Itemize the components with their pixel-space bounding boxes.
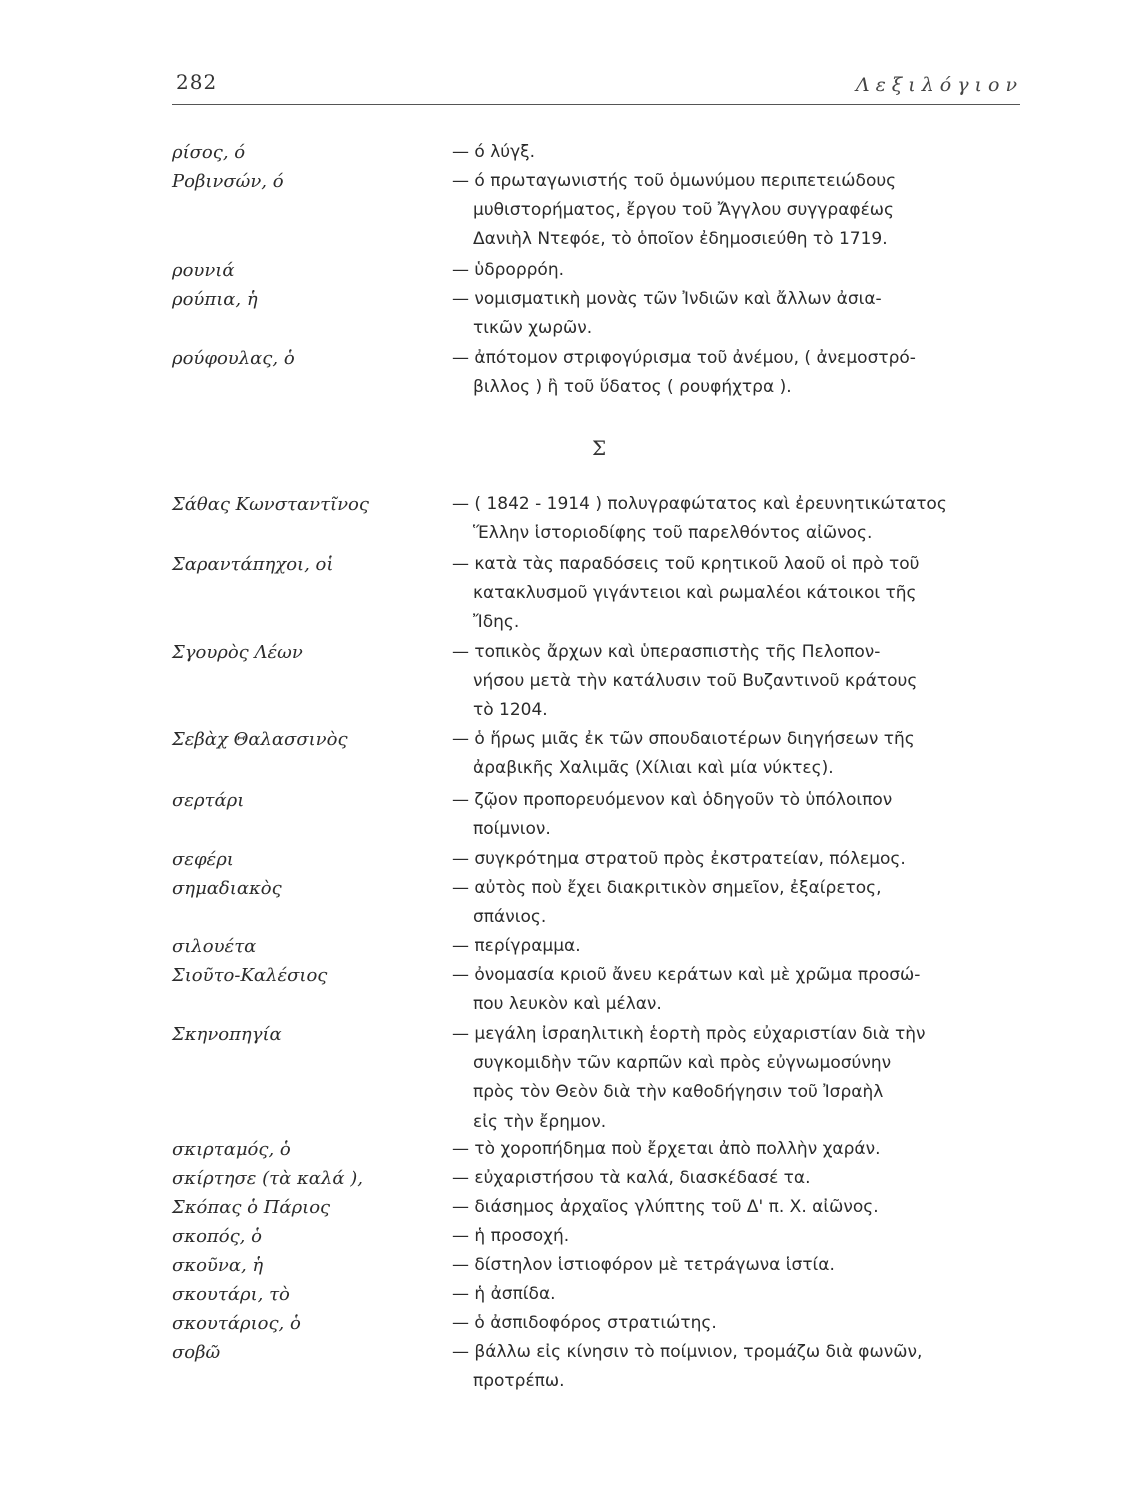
entry-term: σκιρταμός, ὁ (172, 1139, 291, 1160)
definition-line: — κατὰ τὰς παραδόσεις τοῦ κρητικοῦ λαοῦ οἱ πρὸ τοῦ (452, 554, 920, 574)
entry-definition (452, 932, 1022, 961)
entry-term: ρούφουλας, ὁ (172, 348, 295, 369)
entry-definition (452, 138, 1022, 167)
definition-line: — ἡ προσοχή. (452, 1226, 570, 1246)
entry-term: Σγουρὸς Λέων (172, 642, 303, 663)
entry-term: Σκόπας ὁ Πάριος (172, 1197, 331, 1218)
definition-line: — ὑδρορρόη. (452, 260, 564, 280)
entry-definition (452, 1020, 1022, 1137)
definition-line: συγκομιδὴν τῶν καρπῶν καὶ πρὸς εὐγνωμοσύνην (473, 1053, 892, 1074)
entry-term: σοβῶ (172, 1342, 221, 1363)
entry-definition (452, 874, 1022, 932)
entry-definition (452, 490, 1022, 548)
entry-definition (452, 1280, 1022, 1309)
entry-definition (452, 1164, 1022, 1193)
definition-line: πρὸς τὸν Θεὸν διὰ τὴν καθοδήγησιν τοῦ Ἰσραὴλ (473, 1082, 884, 1103)
definition-line: — ὁ ἥρως μιᾶς ἐκ τῶν σπουδαιοτέρων διηγήσεων τῆς (452, 729, 915, 749)
entry-definition (452, 1338, 1022, 1396)
definition-line: σπάνιος. (473, 907, 547, 928)
entry-definition (452, 256, 1022, 285)
definition-line: — ἡ ἀσπίδα. (452, 1284, 556, 1304)
entry-term: Σιοῦτο-Καλέσιος (172, 965, 328, 986)
entry-term: σκουτάρι, τὸ (172, 1284, 290, 1305)
definition-line: μυθιστορήματος, ἔργου τοῦ Ἄγγλου συγγραφέως (473, 200, 895, 221)
entry-term: ρουνιά (172, 260, 235, 281)
entry-term: σκοπός, ὁ (172, 1226, 262, 1247)
entry-term: ρίσος, ό (172, 142, 246, 163)
entry-term: σκοῦνα, ἡ (172, 1255, 264, 1276)
definition-line: κατακλυσμοῦ γιγάντειοι καὶ ρωμαλέοι κάτοικοι τῆς (473, 583, 917, 604)
entry-term: ρούπια, ἡ (172, 289, 258, 310)
entry-definition (452, 1193, 1022, 1222)
entry-term: Σάθας Κωνσταντῖνος (172, 494, 369, 515)
definition-line: που λευκὸν καὶ μέλαν. (473, 994, 662, 1015)
entry-definition (452, 725, 1022, 783)
entry-definition (452, 1222, 1022, 1251)
entry-definition (452, 961, 1022, 1019)
entry-term: Ροβινσών, ό (172, 171, 284, 192)
entry-definition (452, 1135, 1022, 1164)
definition-line: — τὸ χοροπήδημα ποὺ ἔρχεται ἀπὸ πολλὴν χαράν. (452, 1139, 881, 1159)
definition-line: ἀραβικῆς Χαλιμᾶς (Χίλιαι καὶ μία νύκτες). (473, 758, 834, 779)
definition-line: — βάλλω εἰς κίνησιν τὸ ποίμνιον, τρομάζω διὰ φωνῶν, (452, 1342, 923, 1362)
entry-term: Σκηνοπηγία (172, 1024, 282, 1045)
entry-definition (452, 638, 1022, 726)
entry-term: σεφέρι (172, 849, 234, 870)
definition-line: — τοπικὸς ἄρχων καὶ ὑπερασπιστὴς τῆς Πελοπον- (452, 642, 881, 662)
entry-term: Σαραντάπηχοι, οἱ (172, 554, 334, 575)
definition-line: — ό πρωταγωνιστής τοῦ ὁμωνύμου περιπετειώδους (452, 171, 897, 191)
definition-line: — νομισματικὴ μονὰς τῶν Ἰνδιῶν καὶ ἄλλων ἀσια- (452, 289, 882, 309)
definition-line: — μεγάλη ἰσραηλιτικὴ ἑορτὴ πρὸς εὐχαριστίαν διὰ τὴν (452, 1024, 926, 1044)
entry-definition (452, 285, 1022, 343)
definition-line: — εὐχαριστήσου τὰ καλά, διασκέδασέ τα. (452, 1168, 811, 1188)
definition-line: — ὀνομασία κριοῦ ἄνευ κεράτων καὶ μὲ χρῶμα προσώ- (452, 965, 921, 985)
definition-line: — ζῷον προπορευόμενον καὶ ὁδηγοῦν τὸ ὑπόλοιπον (452, 790, 893, 810)
entry-definition (452, 845, 1022, 874)
running-head: Λεξιλόγιον (855, 74, 1023, 96)
entry-term: σκουτάριος, ὁ (172, 1313, 301, 1334)
definition-line: ποίμνιον. (473, 819, 551, 840)
section-letter: Σ (592, 436, 607, 460)
entry-definition (452, 786, 1022, 844)
definition-line: — περίγραμμα. (452, 936, 581, 956)
definition-line: τὸ 1204. (473, 700, 548, 721)
entry-term: Σεβὰχ Θαλασσινὸς (172, 729, 348, 750)
definition-line: — ἀπότομον στριφογύρισμα τοῦ ἀνέμου, ( ἀνεμοστρό- (452, 348, 916, 368)
definition-line: Ἕλλην ἱστοριοδίφης τοῦ παρελθόντος αἰῶνος. (473, 523, 873, 544)
entry-term: σημαδιακὸς (172, 878, 282, 899)
definition-line: νήσου μετὰ τὴν κατάλυσιν τοῦ Βυζαντινοῦ κράτους (473, 671, 918, 692)
entry-definition (452, 344, 1022, 402)
page-number: 282 (176, 70, 218, 94)
definition-line: τικῶν χωρῶν. (473, 318, 593, 339)
definition-line: — ὁ ἀσπιδοφόρος στρατιώτης. (452, 1313, 717, 1333)
definition-line: — ( 1842 - 1914 ) πολυγραφώτατος καὶ ἐρευνητικώτατος (452, 494, 947, 514)
definition-line: — αὐτὸς ποὺ ἔχει διακριτικὸν σημεῖον, ἐξαίρετος, (452, 878, 882, 898)
entry-term: σερτάρι (172, 790, 245, 811)
definition-line: — δίστηλον ἱστιοφόρον μὲ τετράγωνα ἱστία. (452, 1255, 835, 1275)
definition-line: — διάσημος ἀρχαῖος γλύπτης τοῦ Δ' π. Χ. αἰῶνος. (452, 1197, 879, 1217)
definition-line: — ό λύγξ. (452, 142, 536, 162)
definition-line: προτρέπω. (473, 1371, 565, 1392)
definition-line: βιλλος ) ἢ τοῦ ὕδατος ( ρουφήχτρα ). (473, 377, 792, 398)
entry-definition (452, 550, 1022, 638)
entry-term: σκίρτησε (τὰ καλά ), (172, 1168, 363, 1189)
entry-definition (452, 1309, 1022, 1338)
definition-line: εἰς τὴν ἔρημον. (473, 1111, 607, 1132)
entry-definition (452, 167, 1022, 255)
definition-line: Ἴδης. (473, 612, 520, 633)
definition-line: Δανιὴλ Ντεφόε, τὸ ὁποῖον ἐδημοσιεύθη τὸ 1719. (473, 229, 888, 250)
entry-term: σιλουέτα (172, 936, 257, 957)
definition-line: — συγκρότημα στρατοῦ πρὸς ἐκστρατείαν, πόλεμος. (452, 849, 906, 869)
entry-definition (452, 1251, 1022, 1280)
